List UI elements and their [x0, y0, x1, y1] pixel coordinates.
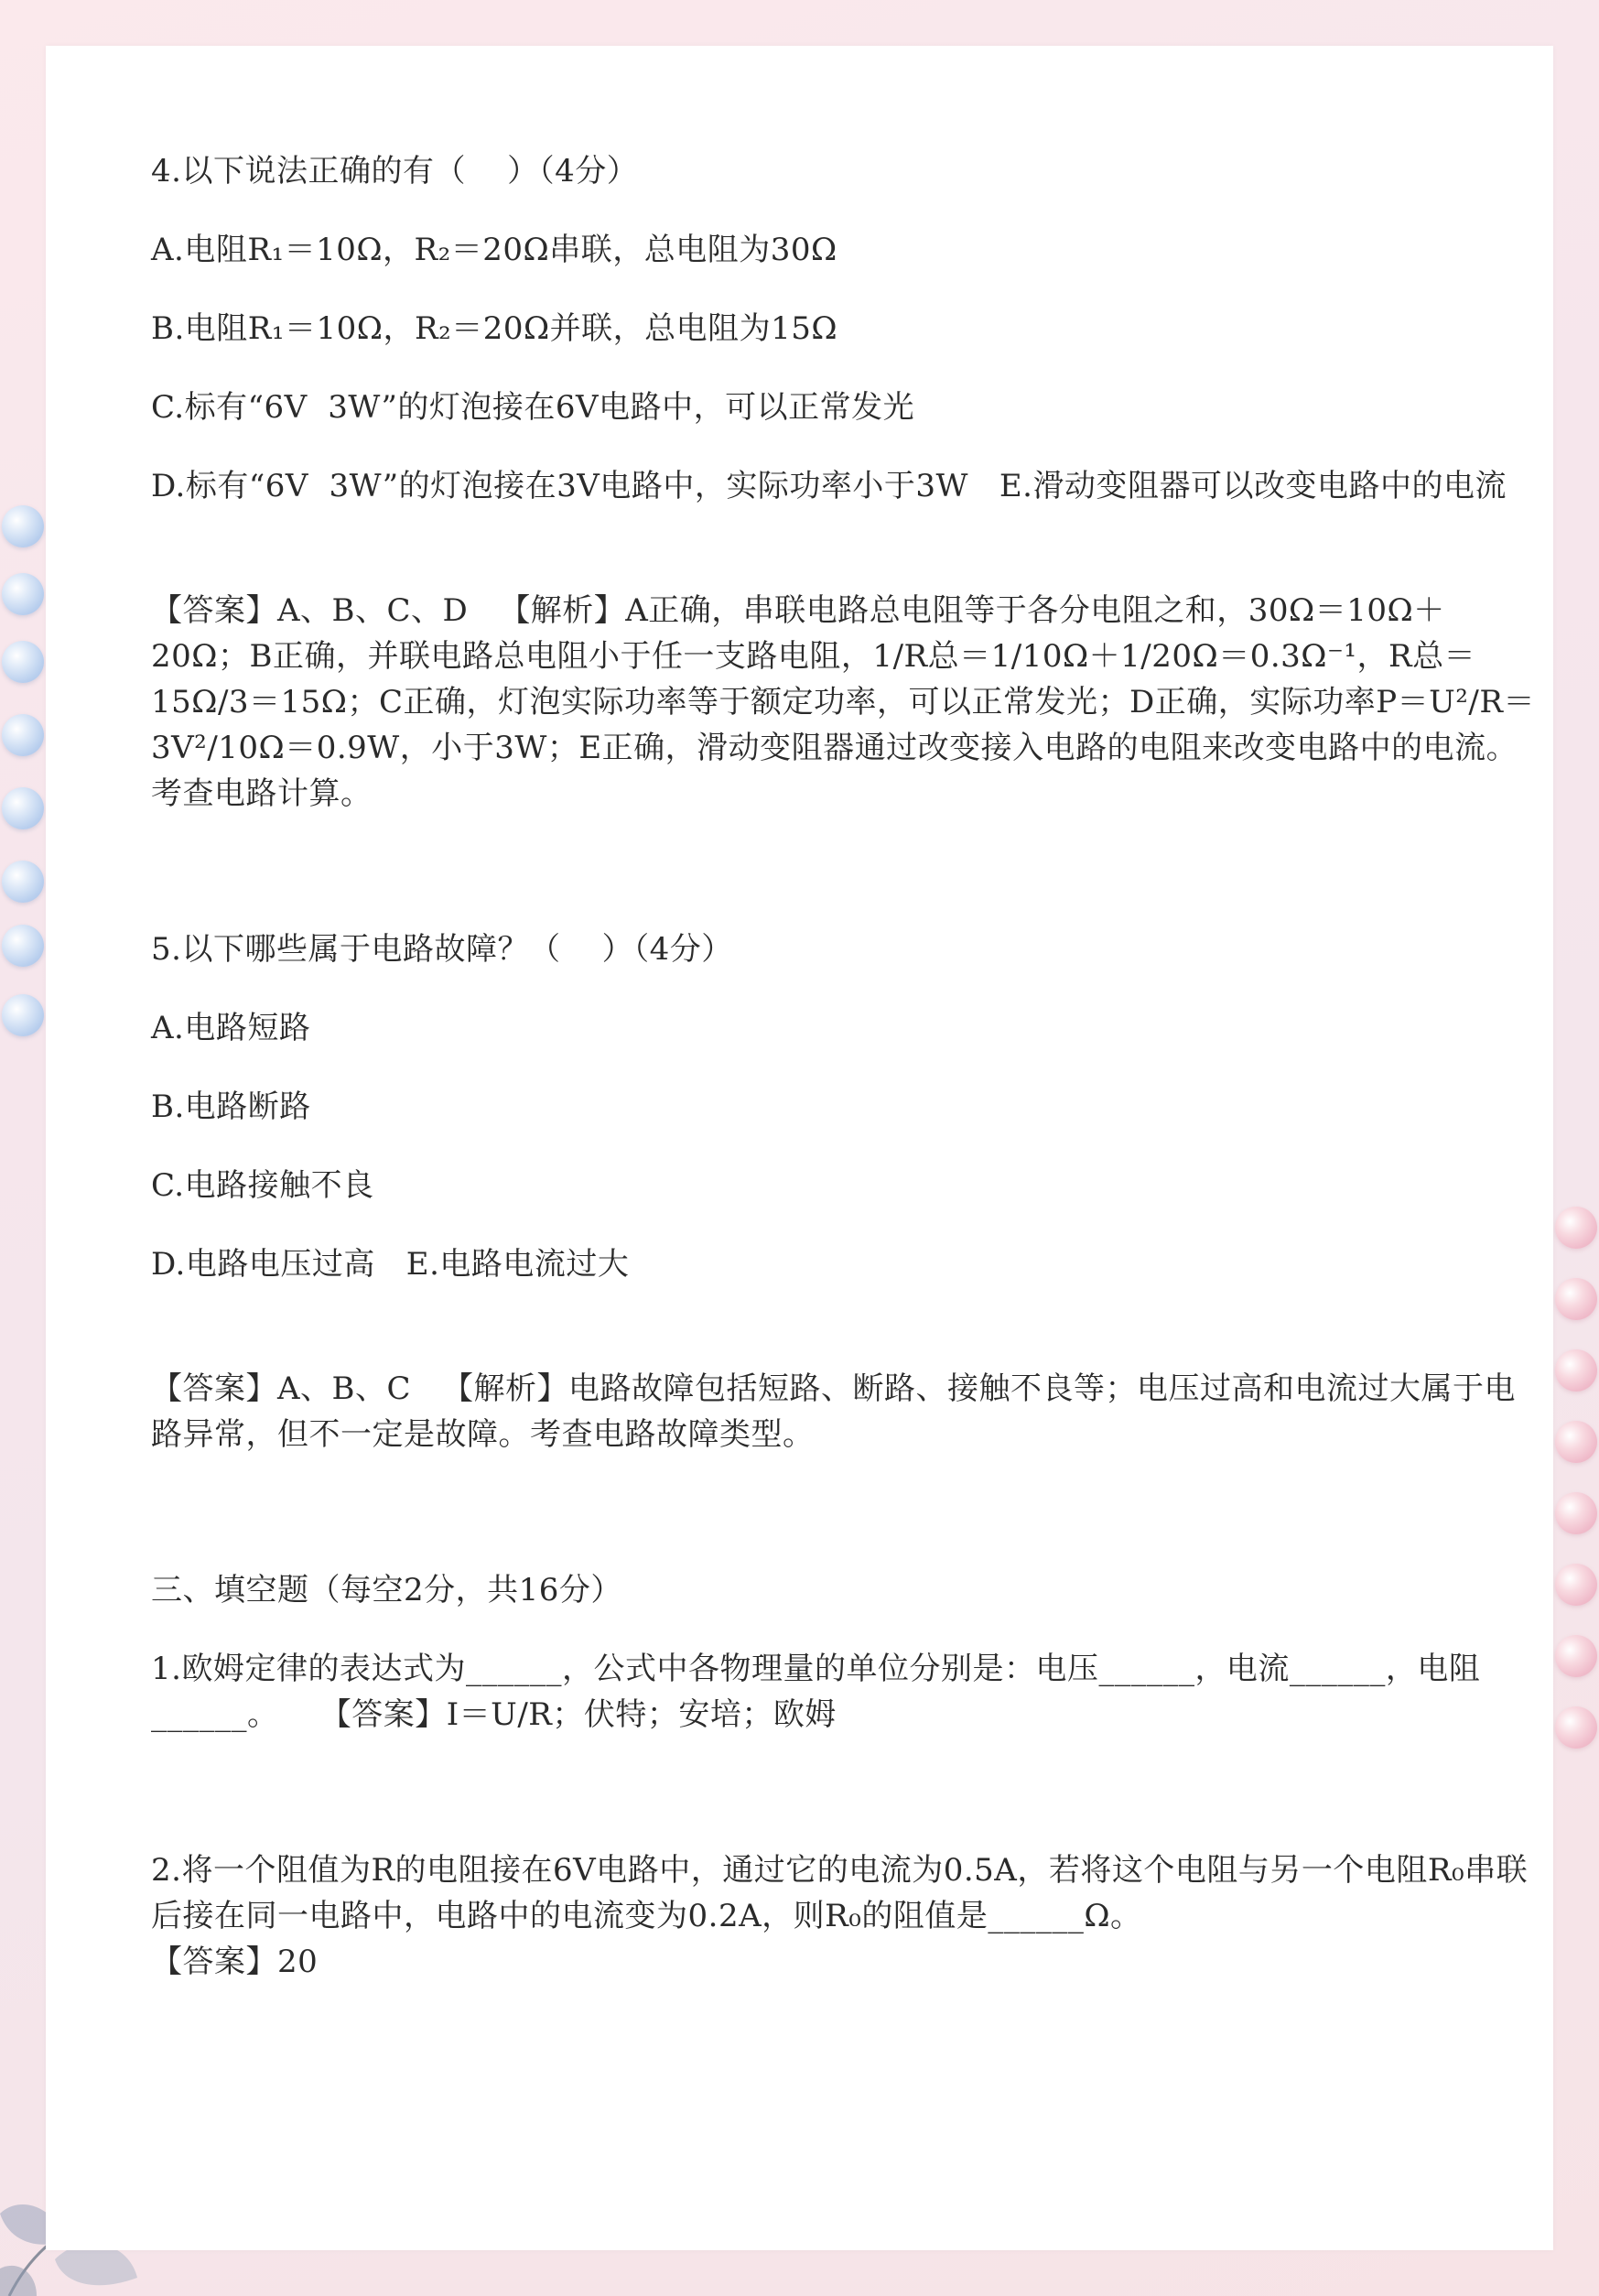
question-4-option-c: C.标有“6V 3W”的灯泡接在6V电路中，可以正常发光 — [151, 389, 915, 426]
decorative-bead — [2, 641, 44, 683]
question-4-option-a: A.电阻R₁＝10Ω，R₂＝20Ω串联，总电阻为30Ω — [151, 232, 837, 268]
question-4-option-b: B.电阻R₁＝10Ω，R₂＝20Ω并联，总电阻为15Ω — [151, 310, 838, 347]
question-5-answer: 【答案】A、B、C 【解析】电路故障包括短路、断路、接触不良等；电压过高和电流过大属于电路异常，但不一定是故障。考查电路故障类型。 — [151, 1370, 1516, 1453]
decorative-bead — [1555, 1349, 1597, 1392]
page-sheet — [46, 46, 1553, 2250]
decorative-bead — [2, 787, 44, 829]
decorative-bead — [1555, 1635, 1597, 1677]
question-4-option-de: D.标有“6V 3W”的灯泡接在3V电路中，实际功率小于3W E.滑动变阻器可以改变电路中的电流 — [151, 468, 1507, 504]
fill-question-2-answer: 【答案】20 — [151, 1944, 319, 1980]
question-5-stem: 5.以下哪些属于电路故障？（ ）（4分） — [151, 931, 733, 968]
question-4-answer: 【答案】A、B、C、D 【解析】A正确，串联电路总电阻等于各分电阻之和，30Ω＝10Ω＋20Ω；B正确，并联电路总电阻小于任一支路电阻，1/R总＝1/10Ω＋1/20Ω＝0.3Ω⁻¹，R总＝15Ω/3＝15Ω；C正确，灯泡实际功率等于额定功率，可以正常发光；D正确，实际功率P＝U²/R＝3V²/10Ω＝0.9W，小于3W；E正确，滑动变阻器通过改变接入电路的电阻来改变电路中的电流。考查电路计算。 — [151, 592, 1535, 812]
decorative-bead — [2, 505, 44, 547]
decorative-bead — [1555, 1421, 1597, 1463]
document-content — [151, 148, 1542, 1985]
section-3-heading: 三、填空题（每空2分，共16分） — [151, 1572, 622, 1608]
question-5-option-de: D.电路电压过高 E.电路电流过大 — [151, 1246, 630, 1283]
decorative-bead — [1555, 1706, 1597, 1749]
decorative-bead — [2, 714, 44, 756]
question-5-option-b: B.电路断路 — [151, 1088, 311, 1125]
decorative-bead — [1555, 1207, 1597, 1249]
decorative-bead — [2, 573, 44, 615]
decorative-bead — [2, 994, 44, 1036]
decorative-bead — [2, 861, 44, 903]
fill-question-2: 2.将一个阻值为R的电阻接在6V电路中，通过它的电流为0.5A，若将这个电阻与另一个电阻R₀串联后接在同一电路中，电路中的电流变为0.2A，则R₀的阻值是______Ω。 — [151, 1852, 1529, 1934]
decorative-bead — [1555, 1564, 1597, 1606]
decorative-bead — [1555, 1492, 1597, 1534]
question-5-option-c: C.电路接触不良 — [151, 1167, 374, 1204]
decorative-bead — [1555, 1278, 1597, 1320]
question-4-stem: 4.以下说法正确的有（ ）（4分） — [151, 153, 639, 190]
decorative-bead — [2, 925, 44, 967]
question-5-option-a: A.电路短路 — [151, 1010, 311, 1046]
fill-question-1: 1.欧姆定律的表达式为______，公式中各物理量的单位分别是：电压______，电流______，电阻______。 【答案】I＝U/R；伏特；安培；欧姆 — [151, 1651, 1481, 1733]
